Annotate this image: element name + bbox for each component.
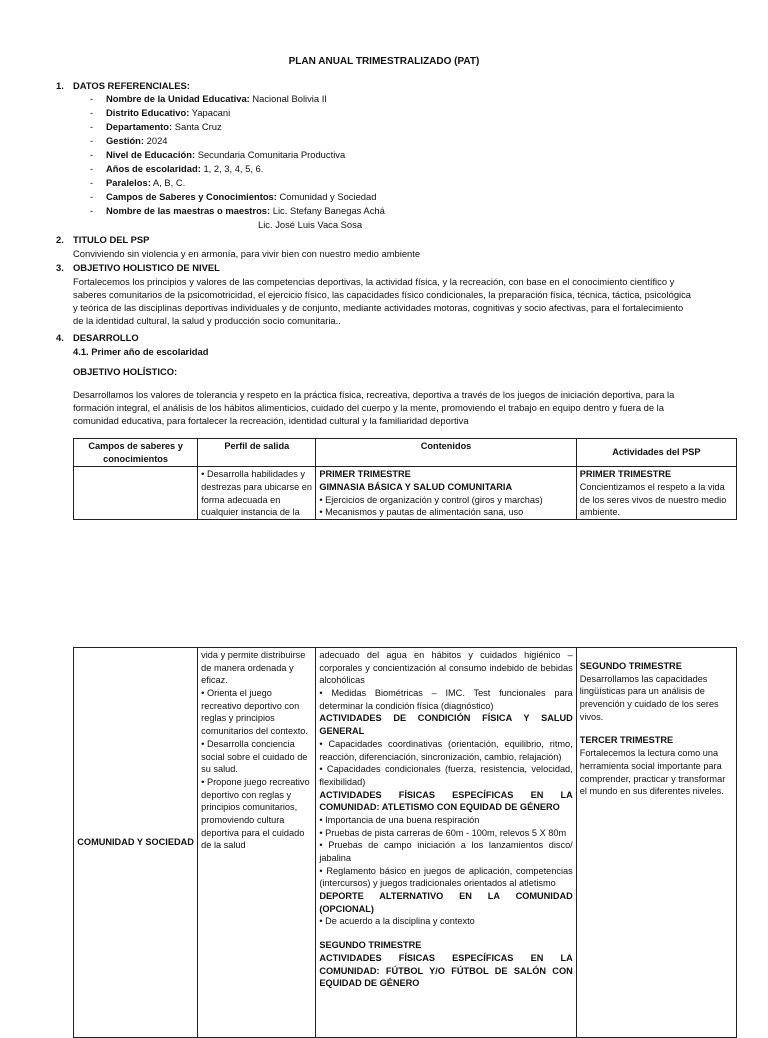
contents-table-page-1 bbox=[73, 438, 737, 520]
section-4-heading: 4. DESARROLLO bbox=[56, 332, 139, 343]
content-heading: ACTIVIDADES FÍSICAS ESPECÍFICAS EN LA COMUNIDAD: ATLETISMO CON EQUIDAD DE GÉNERO bbox=[319, 789, 573, 813]
list-dash: - bbox=[90, 177, 94, 188]
list-dash: - bbox=[90, 121, 94, 132]
contents-table-page-2 bbox=[73, 647, 737, 1038]
campo-cell-empty bbox=[74, 467, 198, 520]
field-label: Nombre de la Unidad Educativa: bbox=[106, 93, 250, 104]
content-item: • Reglamento básico en juegos de aplicación, competencias (intercursos) y juegos tradicionales orientados al atletismo bbox=[319, 865, 573, 889]
content-heading: SEGUNDO TRIMESTRE bbox=[319, 940, 422, 951]
objetivo-holistico-text: Desarrollamos los valores de tolerancia y respeto en la práctica física, recreativa, deportiva a través de los juegos de iniciación deportiva, para la formación integral, el análisis de los hábitos alimenticios, cuidado del cuerpo y la mente, promoviendo el trabajo en equipo dentro y fuera de la comunidad educativa, para fortalecer la recreación, identidad cultural y la familiaridad deportiva bbox=[73, 389, 675, 426]
spacer bbox=[580, 649, 733, 660]
actividades-cell-continued bbox=[576, 648, 736, 1038]
field-item bbox=[90, 177, 185, 190]
list-dash: - bbox=[90, 135, 94, 146]
field-value: Secundaria Comunitaria Productiva bbox=[197, 149, 346, 160]
field-value: A, B, C. bbox=[152, 177, 186, 188]
header-actividades: Actividades del PSP bbox=[576, 439, 736, 467]
perfil-item: • Desarrolla conciencia social sobre el cuidado de su salud. bbox=[201, 738, 308, 775]
contenidos-cell-continued bbox=[316, 648, 576, 1038]
field-value: Santa Cruz bbox=[174, 121, 222, 132]
field-label: Campos de Saberes y Conocimientos: bbox=[106, 191, 277, 202]
header-campos: Campos de saberes y conocimientos bbox=[74, 439, 198, 467]
content-heading: TERCER TRIMESTRE bbox=[579, 735, 674, 746]
list-dash: - bbox=[90, 205, 94, 216]
objetivo-holistico-heading: OBJETIVO HOLÍSTICO: bbox=[73, 366, 178, 377]
perfil-item: • Propone juego recreativo deportivo con reglas y principios comunitarios, promoviendo cultura deportiva para el cuidado de la salud bbox=[201, 776, 310, 851]
content-item: • Pruebas de campo iniciación a los lanzamientos disco/ jabalina bbox=[319, 840, 573, 863]
psp-title-text: Conviviendo sin violencia y en armonía, para vivir bien con nuestro medio ambiente bbox=[73, 248, 421, 259]
content-heading: DEPORTE ALTERNATIVO EN LA COMUNIDAD (OPCIONAL) bbox=[319, 891, 573, 914]
subsection-4-1: 4.1. Primer año de escolaridad bbox=[73, 346, 209, 357]
field-item bbox=[90, 149, 345, 162]
perfil-cell-continued bbox=[198, 648, 316, 1038]
spacer bbox=[319, 928, 572, 939]
section-2-heading: 2. TITULO DEL PSP bbox=[56, 234, 150, 245]
content-item: • De acuerdo a la disciplina y contexto bbox=[319, 916, 475, 927]
content-item: • Capacidades condicionales (fuerza, resistencia, velocidad, flexibilidad) bbox=[319, 764, 573, 787]
field-item bbox=[90, 163, 263, 176]
list-dash: - bbox=[90, 93, 94, 104]
content-item: • Pruebas de pista carreras de 60m - 100m, relevos 5 X 80m bbox=[319, 827, 567, 838]
field-label: Paralelos: bbox=[106, 177, 151, 188]
field-item bbox=[90, 191, 376, 204]
campo-comunidad-sociedad: COMUNIDAD Y SOCIEDAD bbox=[74, 648, 198, 1038]
perfil-cell: • Desarrolla habilidades y destrezas para ubicarse en forma adecuada en cualquier instancia de la bbox=[198, 467, 316, 520]
list-dash: - bbox=[90, 163, 94, 174]
field-item bbox=[90, 205, 385, 218]
field-label: Gestión: bbox=[106, 135, 145, 146]
perfil-item: • Orienta el juego recreativo deportivo con reglas y principios comunitarios del contexto. bbox=[201, 688, 308, 737]
field-item bbox=[90, 107, 230, 120]
field-value: 2024 bbox=[146, 135, 168, 146]
spacer bbox=[580, 723, 733, 734]
field-item bbox=[90, 93, 327, 106]
field-value: Comunidad y Sociedad bbox=[279, 191, 377, 202]
content-heading: ACTIVIDADES DE CONDICIÓN FÍSICA Y SALUD GENERAL bbox=[319, 713, 573, 737]
field-value: Lic. Stefany Banegas Achá bbox=[272, 205, 385, 216]
field-item bbox=[90, 121, 222, 134]
teacher-2: Lic. José Luis Vaca Sosa bbox=[258, 219, 363, 230]
content-item: Fortalecemos la lectura como una herramienta social importante para comprender, practicar y transformar el mundo en sus diferentes niveles. bbox=[579, 748, 726, 797]
field-label: Años de escolaridad: bbox=[106, 163, 201, 174]
content-item: • Medidas Biométricas – IMC. Test funcionales para determinar la condición física (diagnóstico) bbox=[319, 688, 573, 711]
field-item bbox=[90, 135, 168, 148]
field-label: Distrito Educativo: bbox=[106, 107, 190, 118]
list-dash: - bbox=[90, 107, 94, 118]
content-heading: SEGUNDO TRIMESTRE bbox=[579, 661, 682, 671]
list-dash: - bbox=[90, 149, 94, 160]
content-item: • Capacidades coordinativas (orientación, equilibrio, ritmo, reacción, diferenciación, sincronización, cambio, relajación) bbox=[319, 738, 573, 762]
field-value: Nacional Bolivia II bbox=[252, 93, 327, 104]
perfil-item: vida y permite distribuirse de manera ordenada y eficaz. bbox=[201, 650, 306, 686]
content-item: adecuado del agua en hábitos y cuidados higiénico – corporales y concientización al consumo indebido de bebidas alcohólicas bbox=[319, 650, 573, 686]
field-label: Nivel de Educación: bbox=[106, 149, 196, 160]
header-contenidos: Contenidos bbox=[316, 439, 576, 467]
content-item: Desarrollamos las capacidades lingüísticas para un análisis de prevención y cuidado de los seres vivos. bbox=[579, 673, 719, 722]
objetivo-nivel-text: Fortalecemos los principios y valores de las competencias deportivas, la actividad física, y la recreación, con base en el conocimiento científico y saberes comunitarios de la psicomotricidad, el ejercicio físico, las capacidades físico condicionales, la preparación física, técnica, táctica, psicológica y teórica de las disciplinas deportivas individuales y de conjunto, mediante actividades motoras, cognitivas y socio afectivas, para el fortalecimiento de la identidad cultural, la salud y producción socio comunitaria.. bbox=[73, 276, 692, 326]
field-label: Departamento: bbox=[106, 121, 173, 132]
actividades-cell: PRIMER TRIMESTRE Concientizamos el respeto a la vida de los seres vivos de nuestro medio ambiente. bbox=[576, 467, 736, 520]
page-title: PLAN ANUAL TRIMESTRALIZADO (PAT) bbox=[288, 56, 480, 67]
field-label: Nombre de las maestras o maestros: bbox=[106, 205, 271, 216]
header-perfil: Perfil de salida bbox=[198, 439, 316, 467]
field-value: Yapacani bbox=[191, 107, 231, 118]
field-value: 1, 2, 3, 4, 5, 6. bbox=[203, 163, 264, 174]
content-item: • Importancia de una buena respiración bbox=[319, 814, 480, 825]
content-heading: ACTIVIDADES FÍSICAS ESPECÍFICAS EN LA COMUNIDAD: FÚTBOL Y/O FÚTBOL DE SALÓN CON EQUIDAD DE GÉNERO bbox=[319, 952, 573, 989]
section-3-heading: 3. OBJETIVO HOLISTICO DE NIVEL bbox=[56, 262, 220, 273]
section-1-heading: 1. DATOS REFERENCIALES: bbox=[56, 80, 190, 91]
contenidos-cell: PRIMER TRIMESTRE GIMNASIA BÁSICA Y SALUD COMUNITARIA • Ejercicios de organización y control (giros y marchas) • Mecanismos y pautas de alimentación sana, uso bbox=[316, 467, 576, 520]
list-dash: - bbox=[90, 191, 94, 202]
